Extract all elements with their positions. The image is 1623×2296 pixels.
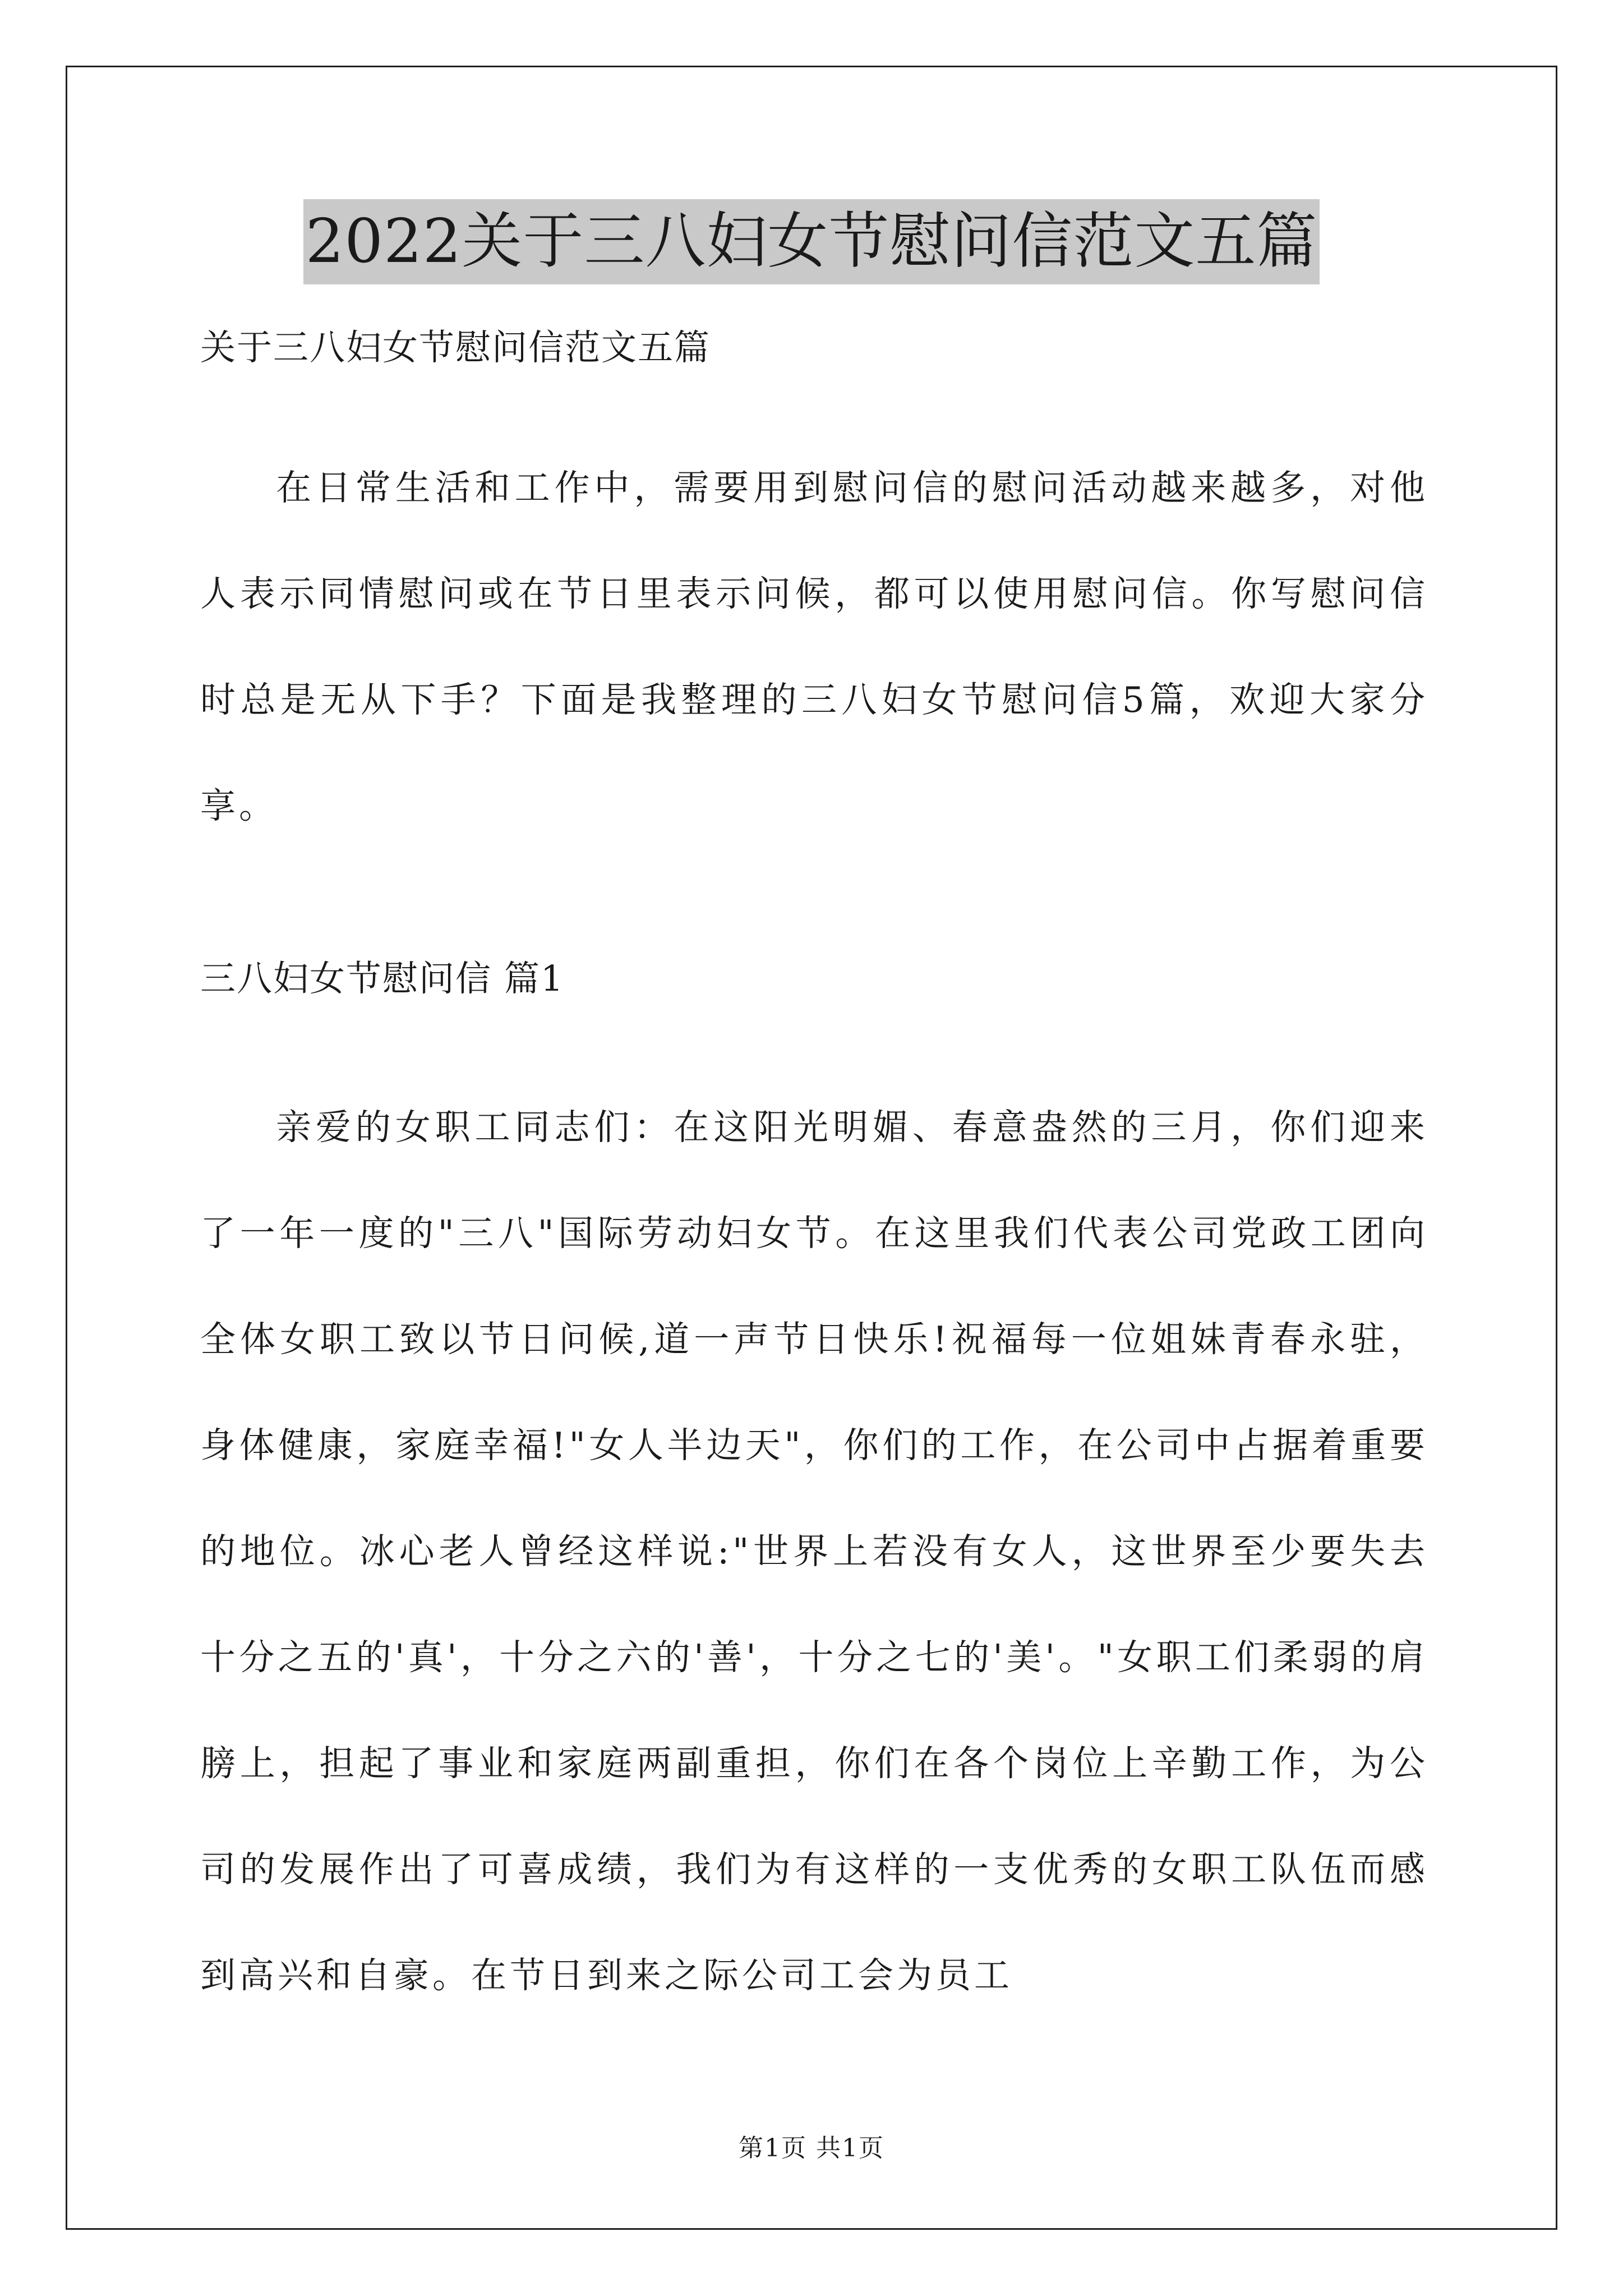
section-paragraph: 亲爱的女职工同志们：在这阳光明媚、春意盎然的三月，你们迎来了一年一度的"三八"国际劳动妇女节。在这里我们代表公司党政工团向全体女职工致以节日问候,道一声节日快乐!祝福每一位姐妹青春永驻，身体健康，家庭幸福!"女人半边天"，你们的工作，在公司中占据着重要的地位。冰心老人曾经这样说:"世界上若没有女人，这世界至少要失去十分之五的'真'，十分之六的'善'，十分之七的'美'。"女职工们柔弱的肩膀上，担起了事业和家庭两副重担，你们在各个岗位上辛勤工作，为公司的发展作出了可喜成绩，我们为有这样的一支优秀的女职工队伍而感到高兴和自豪。在节日到来之际公司工会为员工 <box>200 1107 1428 1996</box>
intro-paragraph: 在日常生活和工作中，需要用到慰问信的慰问活动越来越多，对他人表示同情慰问或在节日里表示问候，都可以使用慰问信。你写慰问信时总是无从下手？下面是我整理的三八妇女节慰问信5篇，欢迎大家分享。 <box>200 467 1428 826</box>
section-heading: 三八妇女节慰问信 篇1 <box>200 958 565 999</box>
title-container <box>0 199 1623 284</box>
document-title: 2022关于三八妇女节慰问信范文五篇 <box>303 199 1320 284</box>
page-footer: 第1页 共1页 <box>739 2134 884 2162</box>
document-subtitle: 关于三八妇女节慰问信范文五篇 <box>200 327 711 368</box>
